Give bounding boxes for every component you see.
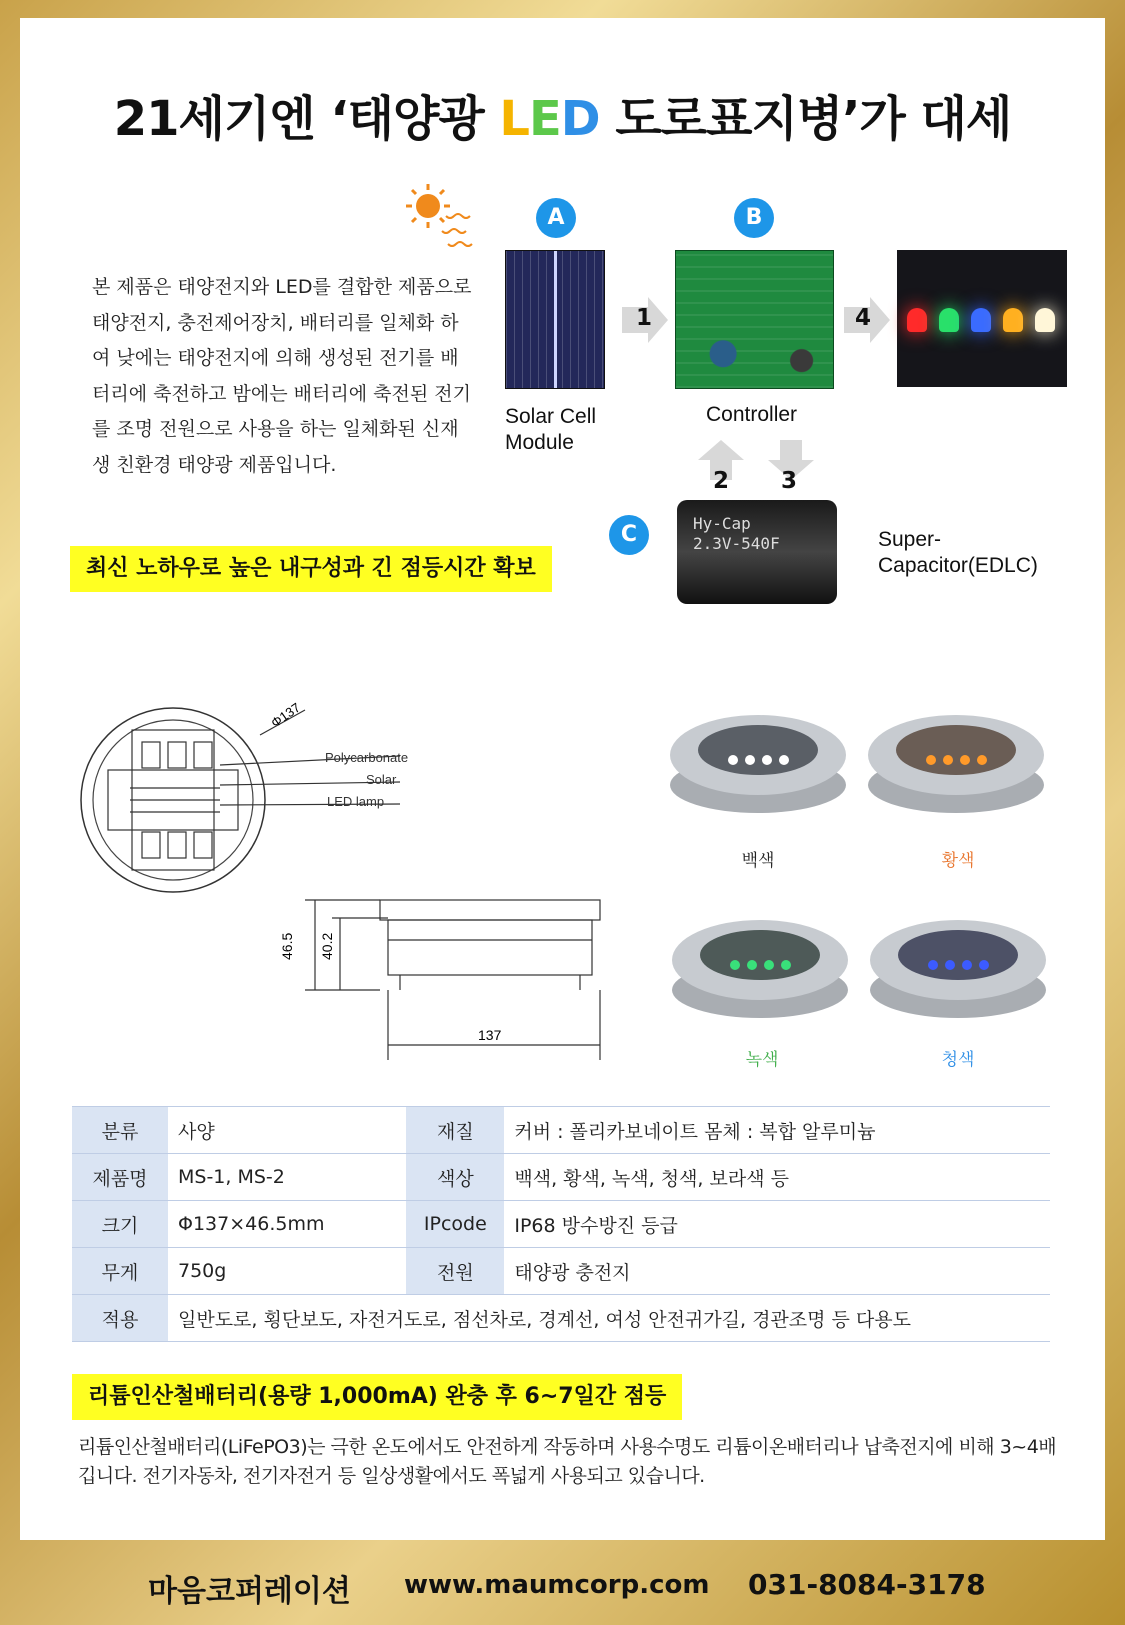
company-name: 마음코퍼레이션 <box>148 1574 351 1609</box>
intro-paragraph: 본 제품은 태양전지와 LED를 결합한 제품으로 태양전지, 충전제어장치, 배터리를 일체화 하여 낮에는 태양전지에 의해 생성된 전기를 배터리에 축전하고 밤에는 배터리에 축전된 전기를 조명 전원으로 사용을 하는 일체화된 신재생 친환경 태양광 제품입니다. <box>92 276 472 476</box>
battery-paragraph: 리튬인산철배터리(LiFePO3)는 극한 온도에서도 안전하게 작동하며 사용수명도 리튬이온배터리나 납축전지에 비해 3~4배 깁니다. 전기자동차, 전기자전거 등 일상생활에서도 폭넓게 사용되고 있습니다. <box>78 1436 1057 1487</box>
table-row: 무게 750g 전원 태양광 충전지 <box>72 1248 1050 1295</box>
stud-white-image <box>668 705 848 823</box>
height-label: 46.5 <box>279 932 295 960</box>
stud-blue-image <box>868 910 1048 1028</box>
table-row: 분류 사양 재질 커버 : 폴리카보네이트 몸체 : 복합 알루미늄 <box>72 1107 1050 1154</box>
title-letter-l: L <box>499 91 529 147</box>
led-lamp-label: LED lamp <box>327 794 385 809</box>
arrow-label-3: 3 <box>781 468 798 494</box>
caption-blue: 청색 <box>941 1050 975 1070</box>
spec-table <box>72 1106 1050 1342</box>
controller-label: Controller <box>706 403 798 426</box>
controller-board-image <box>675 250 834 389</box>
badge-a: A <box>536 198 576 238</box>
arrow-label-1: 1 <box>636 305 653 331</box>
diameter-label: Φ137 <box>268 700 303 731</box>
website-link[interactable]: www.maumcorp.com <box>404 1570 710 1600</box>
table-row: 적용 일반도로, 횡단보도, 자전거도로, 점선차로, 경계선, 여성 안전귀가길, 경관조명 등 다용도 <box>72 1295 1050 1342</box>
title-letter-e: E <box>529 91 561 147</box>
page-title: 21세기엔 ‘태양광 LED 도로표지병’가 대세 <box>113 91 1012 147</box>
arrow-label-2: 2 <box>713 468 730 494</box>
phone-number: 031-8084-3178 <box>748 1568 986 1601</box>
led-colors-image <box>897 250 1067 387</box>
solar-cell-label: Solar Cell Module <box>505 405 597 454</box>
table-row: 제품명 MS-1, MS-2 색상 백색, 황색, 녹색, 청색, 보라색 등 <box>72 1154 1050 1201</box>
badge-c: C <box>609 515 649 555</box>
highlight-durability: 최신 노하우로 높은 내구성과 긴 점등시간 확보 <box>70 546 552 592</box>
width-label: 137 <box>478 1027 502 1043</box>
badge-b: B <box>734 198 774 238</box>
sun-icon <box>398 176 488 256</box>
solar-cell-image <box>505 250 605 389</box>
supercapacitor-label: Super- Capacitor(EDLC) <box>878 528 1038 577</box>
caption-green: 녹색 <box>745 1050 779 1070</box>
table-row: 크기 Φ137×46.5mm IPcode IP68 방수방진 등급 <box>72 1201 1050 1248</box>
polycarbonate-label: Polycarbonate <box>325 750 409 765</box>
supercapacitor-image: Hy-Cap 2.3V-540F <box>677 500 837 604</box>
caption-yellow: 황색 <box>941 851 975 871</box>
body-height-label: 40.2 <box>319 932 335 960</box>
caption-white: 백색 <box>741 851 775 871</box>
highlight-battery: 리튬인산철배터리(용량 1,000mA) 완충 후 6~7일간 점등 <box>72 1374 682 1420</box>
arrow-label-4: 4 <box>855 305 872 331</box>
title-letter-d: D <box>560 91 600 147</box>
technical-drawing <box>70 700 630 1080</box>
stud-green-image <box>670 910 850 1028</box>
stud-yellow-image <box>866 705 1046 823</box>
footer <box>0 1566 1125 1609</box>
solar-label: Solar <box>366 772 397 787</box>
